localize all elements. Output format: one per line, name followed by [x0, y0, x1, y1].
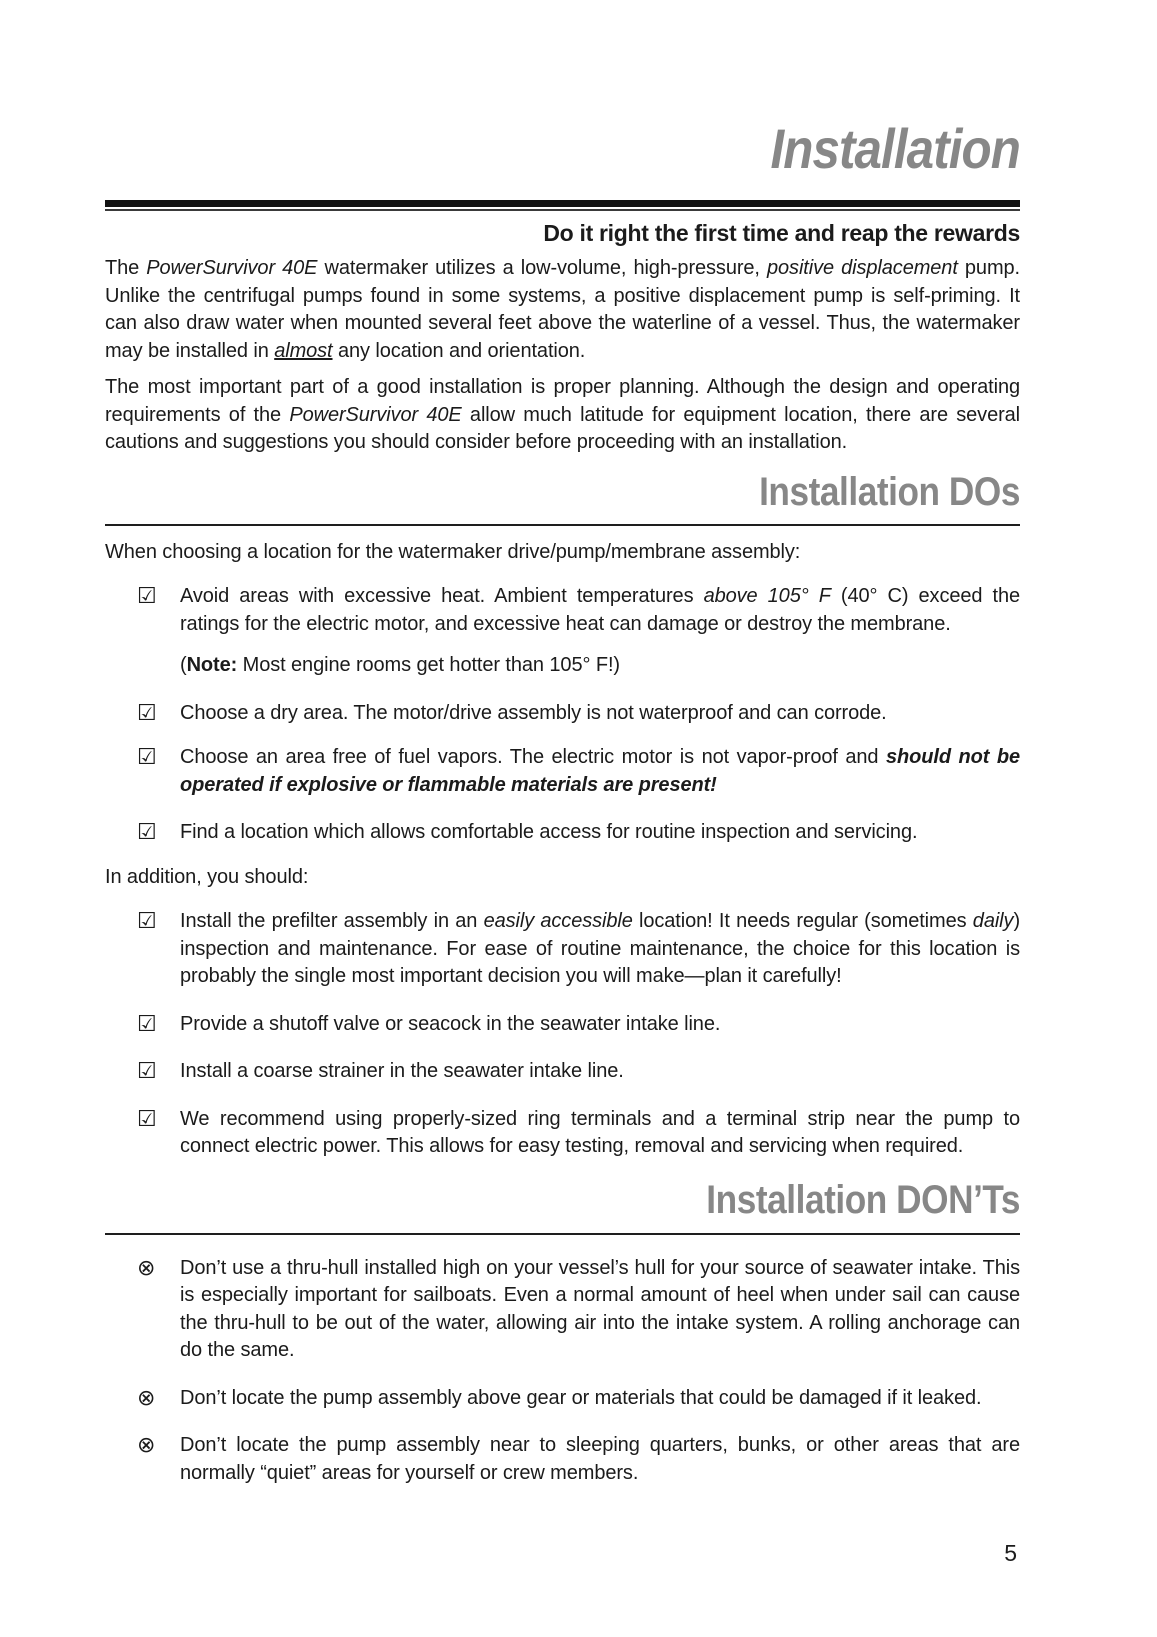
- do-item-text: Choose an area free of fuel vapors. The electric motor is not vapor-proof and should not be operated if explosive or flammable materials are present!: [180, 746, 1020, 796]
- note-line: (Note: Most engine rooms get hotter than 105° F!): [180, 654, 620, 676]
- dont-item-text: Don’t use a thru-hull installed high on your vessel’s hull for your source of seawater intake. This is especially important for sailboats. Even a normal amount of heel when under sail can cause the thru-hull to be out of the water, allowing air into the intake system. A rolling anchorage can do the same.: [180, 1256, 1020, 1361]
- do-item-text: Choose a dry area. The motor/drive assembly is not waterproof and can corrode.: [180, 701, 887, 724]
- intro-paragraph-1: The PowerSurvivor 40E watermaker utilizes a low-volume, high-pressure, positive displacement pump. Unlike the centrifugal pumps found in some systems, a positive displacement pump is self-priming. It can also draw water when mounted several feet above the waterline of a vessel. Thus, the watermaker may be installed in almost any location and orientation.: [105, 257, 1020, 362]
- dont-item-text: Don’t locate the pump assembly near to sleeping quarters, bunks, or other areas that are normally “quiet” areas for yourself or crew members.: [180, 1434, 1020, 1484]
- circled-x-icon: ⊗: [137, 1433, 156, 1458]
- do-item-text: Install a coarse strainer in the seawater intake line.: [180, 1060, 624, 1082]
- checkbox-checked-icon: ☑: [137, 745, 157, 770]
- checkbox-checked-icon: ☑: [137, 909, 157, 934]
- circled-x-icon: ⊗: [137, 1385, 156, 1411]
- dont-list-item: [105, 1432, 1020, 1487]
- checkbox-checked-icon: ☑: [137, 820, 157, 845]
- do-item-text: Find a location which allows comfortable access for routine inspection and servicing.: [180, 821, 918, 843]
- checkbox-checked-icon: ☑: [137, 1011, 157, 1037]
- page-subtitle: Do it right the first time and reap the rewards: [543, 220, 1020, 246]
- do-list-item: [105, 583, 1020, 638]
- do-list-item: [105, 908, 1020, 991]
- dont-list-item: [105, 1385, 1020, 1413]
- do-list-item: [105, 1106, 1020, 1161]
- dos-lead: When choosing a location for the watermaker drive/pump/membrane assembly:: [105, 540, 801, 563]
- section-heading-dos: Installation DOs: [759, 469, 1020, 514]
- do-item-text: Install the prefilter assembly in an easily accessible location! It needs regular (sometimes daily) inspection and maintenance. For ease of routine maintenance, the choice for this location is probably the single most important decision you will make—plan it carefully!: [180, 910, 1020, 987]
- do-list-item: [105, 819, 1020, 847]
- circled-x-icon: ⊗: [137, 1255, 156, 1281]
- do-list-item: [105, 700, 1020, 728]
- do-list-item: [105, 744, 1020, 799]
- do-item-text: Provide a shutoff valve or seacock in the seawater intake line.: [180, 1012, 721, 1035]
- do-list-item: [105, 1011, 1020, 1039]
- section-heading-donts: Installation DON’Ts: [706, 1177, 1020, 1222]
- page-number: 5: [1004, 1540, 1017, 1566]
- title-rule: [105, 200, 1020, 211]
- checkbox-checked-icon: ☑: [137, 1106, 157, 1132]
- page-title: Installation: [770, 117, 1020, 180]
- do-list-item: [105, 1058, 1020, 1086]
- dos-lead-2: In addition, you should:: [105, 865, 309, 888]
- intro-paragraph-2: The most important part of a good installation is proper planning. Although the design and operating requirements of the PowerSurvivor 40E allow much latitude for equipment location, there are several cautions and suggestions you should consider before proceeding with an installation.: [105, 376, 1021, 453]
- checkbox-checked-icon: ☑: [137, 1059, 157, 1084]
- do-item-text: We recommend using properly-sized ring terminals and a terminal strip near the pump to connect electric power. This allows for easy testing, removal and servicing when required.: [180, 1107, 1020, 1157]
- donts-section-rule: [105, 1233, 1020, 1235]
- dont-item-text: Don’t locate the pump assembly above gear or materials that could be damaged if it leaked.: [180, 1386, 982, 1409]
- dont-list-item: [105, 1255, 1020, 1365]
- checkbox-checked-icon: ☑: [137, 584, 157, 609]
- checkbox-checked-icon: ☑: [137, 700, 157, 726]
- do-item-text: Avoid areas with excessive heat. Ambient temperatures above 105° F (40° C) exceed the ratings for the electric motor, and excessive heat can damage or destroy the membrane.: [180, 585, 1020, 635]
- dos-section-rule: [105, 524, 1020, 526]
